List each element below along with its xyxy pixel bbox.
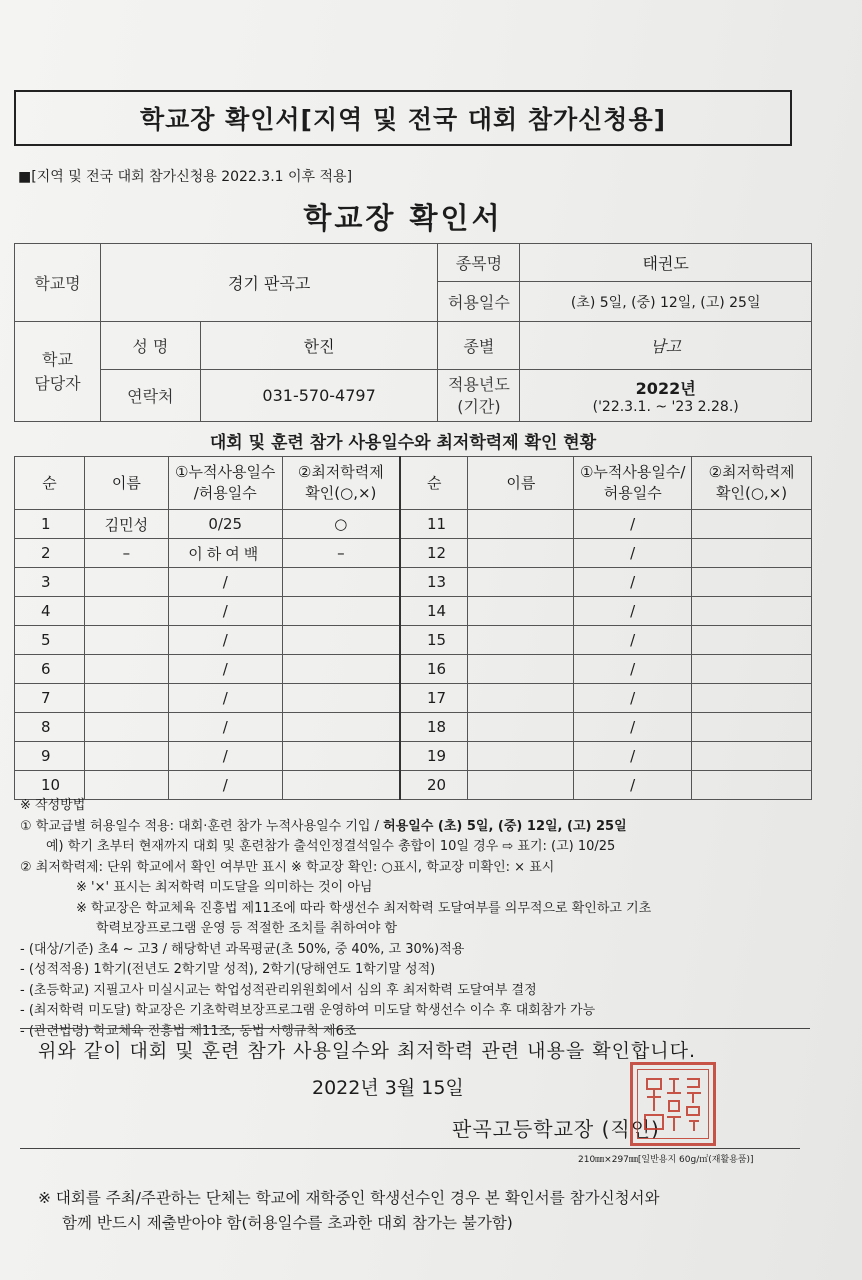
row-days-2: / [574, 510, 692, 539]
row-no: 2 [15, 539, 85, 568]
row-name-2 [468, 742, 574, 771]
row-no-2: 17 [400, 684, 468, 713]
row-check-2 [692, 684, 812, 713]
row-name [84, 713, 168, 742]
row-no: 6 [15, 655, 85, 684]
row-no-2: 11 [400, 510, 468, 539]
table-row [15, 539, 812, 568]
note-1a: ① 학교급별 허용일수 적용: 대회·훈련 참가 누적사용일수 기입 / [20, 818, 384, 834]
header-days: ①누적사용일수 /허용일수 [168, 457, 282, 510]
table-row [15, 655, 812, 684]
row-name-2 [468, 539, 574, 568]
school-value: 경기 판곡고 [100, 244, 438, 322]
row-days: / [168, 568, 282, 597]
row-name-2 [468, 713, 574, 742]
gender-value: 남고 [520, 322, 812, 370]
note-5: ※ 학교장은 학교체육 진흥법 제11조에 따라 학생선수 최저학력 도달여부를 의무적으로 확인하고 기초 [76, 900, 652, 916]
contact-value: 031-570-4797 [200, 370, 438, 422]
table-row [15, 510, 812, 539]
year-value: 2022년 [635, 379, 696, 398]
row-name-2 [468, 655, 574, 684]
table-row [15, 568, 812, 597]
row-days-2: / [574, 713, 692, 742]
row-days: 이하여백 [168, 539, 282, 568]
row-check [282, 713, 400, 742]
note-2: 예) 학기 초부터 현재까지 대회 및 훈련참가 출석인정결석일수 총합이 10일 경우 ⇨ 표기: (고) 10/25 [46, 839, 616, 854]
header-no-2: 순 [400, 457, 468, 510]
school-label: 학교명 [15, 244, 101, 322]
year-label: 적용년도 (기간) [438, 370, 520, 422]
row-check: – [282, 539, 400, 568]
row-no-2: 13 [400, 568, 468, 597]
row-days: / [168, 655, 282, 684]
row-check-2 [692, 626, 812, 655]
divider-top [20, 1028, 810, 1029]
row-name [84, 684, 168, 713]
row-no-2: 12 [400, 539, 468, 568]
note-3: ② 최저학력제: 단위 학교에서 확인 여부만 표시 ※ 학교장 확인: ○표시, 학교장 미확인: × 표시 [20, 859, 555, 875]
row-check-2 [692, 539, 812, 568]
principal-signature: 판곡고등학교장 (직인) [452, 1117, 660, 1141]
paper-spec: 210㎜×297㎜[일반용지 60g/㎡(재활용품)] [578, 1155, 754, 1165]
name-label: 성 명 [100, 322, 200, 370]
row-days: / [168, 771, 282, 800]
status-table-header [15, 457, 812, 510]
row-name-2 [468, 684, 574, 713]
row-no: 5 [15, 626, 85, 655]
note-8: - (성적적용) 1학기(전년도 2학기말 성적), 2학기(당해연도 1학기말 성적) [20, 962, 436, 977]
row-check [282, 655, 400, 684]
row-no: 3 [15, 568, 85, 597]
row-no-2: 14 [400, 597, 468, 626]
row-check: ○ [282, 510, 400, 539]
row-check [282, 684, 400, 713]
row-no-2: 19 [400, 742, 468, 771]
note-6: 학력보장프로그램 운영 등 적절한 조치를 취하여야 함 [96, 921, 398, 936]
note-10: - (최저학력 미도달) 학교장은 기초학력보장프로그램 운영하여 미도달 학생선수 이수 후 대회참가 가능 [20, 1003, 596, 1018]
table-row [15, 597, 812, 626]
row-no: 4 [15, 597, 85, 626]
row-no: 7 [15, 684, 85, 713]
table-row [15, 626, 812, 655]
writing-instructions [20, 796, 651, 1042]
row-check-2 [692, 771, 812, 800]
note-1b: 허용일수 (초) 5일, (중) 12일, (고) 25일 [383, 818, 627, 834]
table-row [15, 713, 812, 742]
row-no-2: 18 [400, 713, 468, 742]
row-no-2: 20 [400, 771, 468, 800]
header-no: 순 [15, 457, 85, 510]
note-7: - (대상/기준) 초4 ~ 고3 / 해당학년 과목평균(초 50%, 중 40%, 고 30%)적용 [20, 941, 465, 957]
row-days: / [168, 713, 282, 742]
school-info-table [14, 243, 812, 422]
row-name [84, 597, 168, 626]
row-days: / [168, 684, 282, 713]
row-no: 8 [15, 713, 85, 742]
footnote-line-1: ※ 대회를 주최/주관하는 단체는 학교에 재학중인 학생선수인 경우 본 확인서를 참가신청서와 [38, 1189, 660, 1207]
row-days-2: / [574, 568, 692, 597]
row-check [282, 626, 400, 655]
row-days-2: / [574, 742, 692, 771]
table-row [15, 742, 812, 771]
table-row [15, 684, 812, 713]
event-value: 태권도 [520, 244, 812, 282]
allowed-label: 허용일수 [438, 282, 520, 322]
header-name: 이름 [84, 457, 168, 510]
subtitle: ■[지역 및 전국 대회 참가신청용 2022.3.1 이후 적용] [18, 169, 353, 185]
note-1 [20, 817, 651, 838]
year-period: ('22.3.1. ~ '23 2.28.) [592, 399, 739, 415]
row-name: 김민성 [84, 510, 168, 539]
footnote-line-2: 함께 반드시 제출받아야 함(허용일수를 초과한 대회 참가는 불가함) [62, 1214, 513, 1232]
row-no-2: 15 [400, 626, 468, 655]
row-check [282, 597, 400, 626]
row-days-2: / [574, 539, 692, 568]
name-value: 한진 [200, 322, 438, 370]
row-check-2 [692, 742, 812, 771]
seal-glyph-icon [633, 1065, 713, 1143]
row-check-2 [692, 597, 812, 626]
row-days-2: / [574, 626, 692, 655]
row-days: 0/25 [168, 510, 282, 539]
note-4: ※ '×' 표시는 최저학력 미도달을 의미하는 것이 아님 [76, 880, 373, 895]
official-seal-icon [630, 1062, 716, 1146]
row-name [84, 742, 168, 771]
row-days-2: / [574, 684, 692, 713]
row-days-2: / [574, 771, 692, 800]
form-title: 학교장 확인서 [303, 201, 503, 235]
row-name [84, 655, 168, 684]
status-table [14, 456, 812, 800]
signing-date: 2022년 3월 15일 [312, 1077, 464, 1099]
note-11: - (관련법령) 학교체육 진흥법 제11조, 동법 시행규칙 제6조 [20, 1023, 357, 1039]
divider-bottom [20, 1148, 800, 1149]
contact-label: 연락처 [100, 370, 200, 422]
row-check [282, 568, 400, 597]
event-label: 종목명 [438, 244, 520, 282]
row-days: / [168, 742, 282, 771]
notes-heading: ※ 작성방법 [20, 798, 86, 813]
year-cell [520, 370, 812, 422]
row-check [282, 742, 400, 771]
row-no-2: 16 [400, 655, 468, 684]
row-days-2: / [574, 597, 692, 626]
gender-label: 종별 [438, 322, 520, 370]
document-banner: 학교장 확인서[지역 및 전국 대회 참가신청용] [14, 90, 792, 146]
row-name-2 [468, 597, 574, 626]
allowed-value: (초) 5일, (중) 12일, (고) 25일 [520, 282, 812, 322]
row-days-2: / [574, 655, 692, 684]
footnote [38, 1186, 659, 1236]
row-days: / [168, 626, 282, 655]
header-check: ②최저학력제 확인(○,×) [282, 457, 400, 510]
header-name-2: 이름 [468, 457, 574, 510]
header-days-2: ①누적사용일수/ 허용일수 [574, 457, 692, 510]
section-title: 대회 및 훈련 참가 사용일수와 최저학력제 확인 현황 [209, 433, 597, 453]
row-name: – [84, 539, 168, 568]
row-check-2 [692, 568, 812, 597]
row-name-2 [468, 510, 574, 539]
row-name-2 [468, 568, 574, 597]
row-name [84, 568, 168, 597]
manager-label: 학교 담당자 [15, 322, 101, 422]
row-check-2 [692, 713, 812, 742]
confirmation-statement: 위와 같이 대회 및 훈련 참가 사용일수와 최저학력 관련 내용을 확인합니다. [38, 1040, 697, 1062]
row-check-2 [692, 510, 812, 539]
row-name [84, 626, 168, 655]
row-no: 9 [15, 742, 85, 771]
row-no: 10 [15, 771, 85, 800]
row-days: / [168, 597, 282, 626]
header-check-2: ②최저학력제 확인(○,×) [692, 457, 812, 510]
row-no: 1 [15, 510, 85, 539]
row-name-2 [468, 626, 574, 655]
note-9: - (초등학교) 지필고사 미실시교는 학업성적관리위원회에서 심의 후 최저학력 도달여부 결정 [20, 982, 537, 998]
row-check-2 [692, 655, 812, 684]
